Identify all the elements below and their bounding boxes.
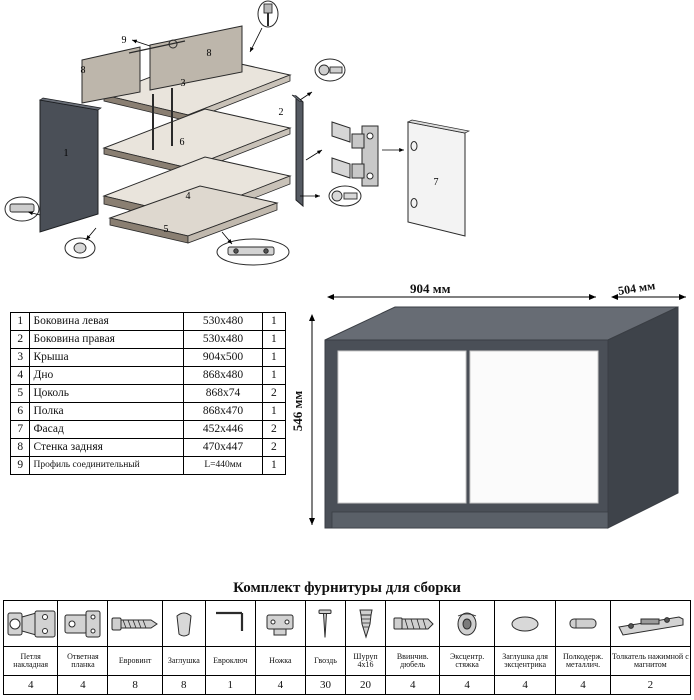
- part-name: Стенка задняя: [30, 439, 184, 457]
- part-qty: 1: [262, 403, 285, 421]
- kit-item-label: Ножка: [255, 647, 305, 676]
- leg-icon: [255, 601, 305, 647]
- kit-item-count: 2: [610, 676, 690, 695]
- part-qty: 1: [262, 457, 285, 475]
- part-number: 9: [11, 457, 30, 475]
- part-size: 452x446: [184, 421, 263, 439]
- part-name: Цоколь: [30, 385, 184, 403]
- part-size: 530x480: [184, 313, 263, 331]
- table-row: [11, 367, 286, 385]
- part-qty: 1: [262, 313, 285, 331]
- cabinet-height-label: 546 мм: [290, 390, 306, 432]
- part-number: 5: [11, 385, 30, 403]
- kit-item-count: 1: [205, 676, 255, 695]
- callout-1: 1: [63, 148, 69, 159]
- table-row: [11, 331, 286, 349]
- kit-item-label: Заглушка для эксцентрика: [494, 647, 556, 676]
- callout-7: 7: [433, 177, 439, 188]
- part-qty: 2: [262, 385, 285, 403]
- callout-4: 4: [185, 191, 191, 202]
- kit-item-count: 4: [556, 676, 610, 695]
- kit-item-count: 8: [108, 676, 162, 695]
- kit-item-label: Шуруп 4х16: [345, 647, 385, 676]
- kit-item-count: 4: [440, 676, 494, 695]
- callout-5: 5: [163, 224, 169, 235]
- kit-item-label: Петля накладная: [4, 647, 58, 676]
- table-row: [11, 457, 286, 475]
- table-row: [11, 349, 286, 367]
- part-name: Фасад: [30, 421, 184, 439]
- kit-item-label: Толкатель нажимной с магнитом: [610, 647, 690, 676]
- fastener-detail-cap: [65, 238, 95, 258]
- hardware-kit-title: Комплект фурнитуры для сборки: [233, 580, 461, 596]
- callout-3: 3: [180, 78, 186, 89]
- part-name: Крыша: [30, 349, 184, 367]
- dowel-icon: [386, 601, 440, 647]
- cabinet-door-right: [470, 351, 598, 503]
- cap-icon: [162, 601, 205, 647]
- callout-6: 6: [179, 137, 185, 148]
- table-row: [11, 403, 286, 421]
- kit-item-label: Ответная планка: [58, 647, 108, 676]
- hardware-kit-table: [3, 600, 691, 695]
- part-qty: 2: [262, 421, 285, 439]
- part-size: 904x500: [184, 349, 263, 367]
- callout-2: 2: [278, 107, 284, 118]
- cabinet-body: [325, 307, 678, 528]
- table-row: [11, 421, 286, 439]
- fastener-detail-legs: [329, 186, 361, 206]
- part-size: 868x480: [184, 367, 263, 385]
- exploded-assembly-diagram: [0, 0, 470, 285]
- cabinet-door-left: [338, 351, 466, 503]
- euro-key-icon: [205, 601, 255, 647]
- screw-icon: [345, 601, 385, 647]
- part-name: Боковина левая: [30, 313, 184, 331]
- part-qty: 1: [262, 349, 285, 367]
- metal-shelf-support-icon: [556, 601, 610, 647]
- callout-8a: 8: [80, 65, 86, 76]
- part-number: 6: [11, 403, 30, 421]
- part-qty: 1: [262, 331, 285, 349]
- fastener-detail-screws: [258, 1, 278, 27]
- kit-item-count: 4: [386, 676, 440, 695]
- part-left-side: [40, 98, 101, 232]
- part-number: 7: [11, 421, 30, 439]
- fastener-detail-handle: [5, 197, 39, 221]
- kit-item-label: Эксцентр. стяжка: [440, 647, 494, 676]
- part-number: 1: [11, 313, 30, 331]
- part-number: 8: [11, 439, 30, 457]
- kit-item-count: 20: [345, 676, 385, 695]
- assembled-cabinet-view: [290, 278, 690, 555]
- table-row: [11, 313, 286, 331]
- part-qty: 2: [262, 439, 285, 457]
- part-name: Дно: [30, 367, 184, 385]
- fastener-detail-magnet: [217, 239, 289, 265]
- part-size: 868x470: [184, 403, 263, 421]
- euro-screw-icon: [108, 601, 162, 647]
- part-size: 470x447: [184, 439, 263, 457]
- kit-item-label: Гвоздь: [305, 647, 345, 676]
- kit-item-count: 4: [58, 676, 108, 695]
- kit-item-count: 4: [4, 676, 58, 695]
- part-name: Боковина правая: [30, 331, 184, 349]
- kit-item-label: Заглушка: [162, 647, 205, 676]
- part-name: Полка: [30, 403, 184, 421]
- table-row: [11, 385, 286, 403]
- part-right-side: [292, 95, 303, 206]
- magnet-push-icon: [610, 601, 690, 647]
- nail-icon: [305, 601, 345, 647]
- parts-table: [10, 312, 286, 475]
- cabinet-depth-label: 504 мм: [617, 278, 657, 298]
- kit-item-label: Полкодерж. металлич.: [556, 647, 610, 676]
- kit-item-count: 4: [494, 676, 556, 695]
- part-number: 4: [11, 367, 30, 385]
- part-qty: 1: [262, 367, 285, 385]
- kit-item-count: 8: [162, 676, 205, 695]
- table-row: [11, 439, 286, 457]
- part-size: L=440мм: [184, 457, 263, 475]
- part-number: 3: [11, 349, 30, 367]
- cabinet-width-label: 904 мм: [410, 281, 451, 296]
- part-door: [408, 120, 469, 236]
- kit-item-count: 30: [305, 676, 345, 695]
- callout-8b: 8: [206, 48, 212, 59]
- part-size: 530x480: [184, 331, 263, 349]
- kit-item-count: 4: [255, 676, 305, 695]
- part-number: 2: [11, 331, 30, 349]
- kit-item-label: Евроключ: [205, 647, 255, 676]
- part-name: Профиль соединительный: [30, 457, 184, 475]
- hinge-overlay-icon: [4, 601, 58, 647]
- kit-item-label: Ввинчив. дюбель: [386, 647, 440, 676]
- kit-item-label: Евровинт: [108, 647, 162, 676]
- eccentric-cap-icon: [494, 601, 556, 647]
- hinge-plate-icon: [58, 601, 108, 647]
- fastener-detail-eccentric: [315, 59, 345, 81]
- hinge-detail: [332, 122, 378, 186]
- eccentric-icon: [440, 601, 494, 647]
- part-size: 868x74: [184, 385, 263, 403]
- callout-9: 9: [121, 35, 127, 46]
